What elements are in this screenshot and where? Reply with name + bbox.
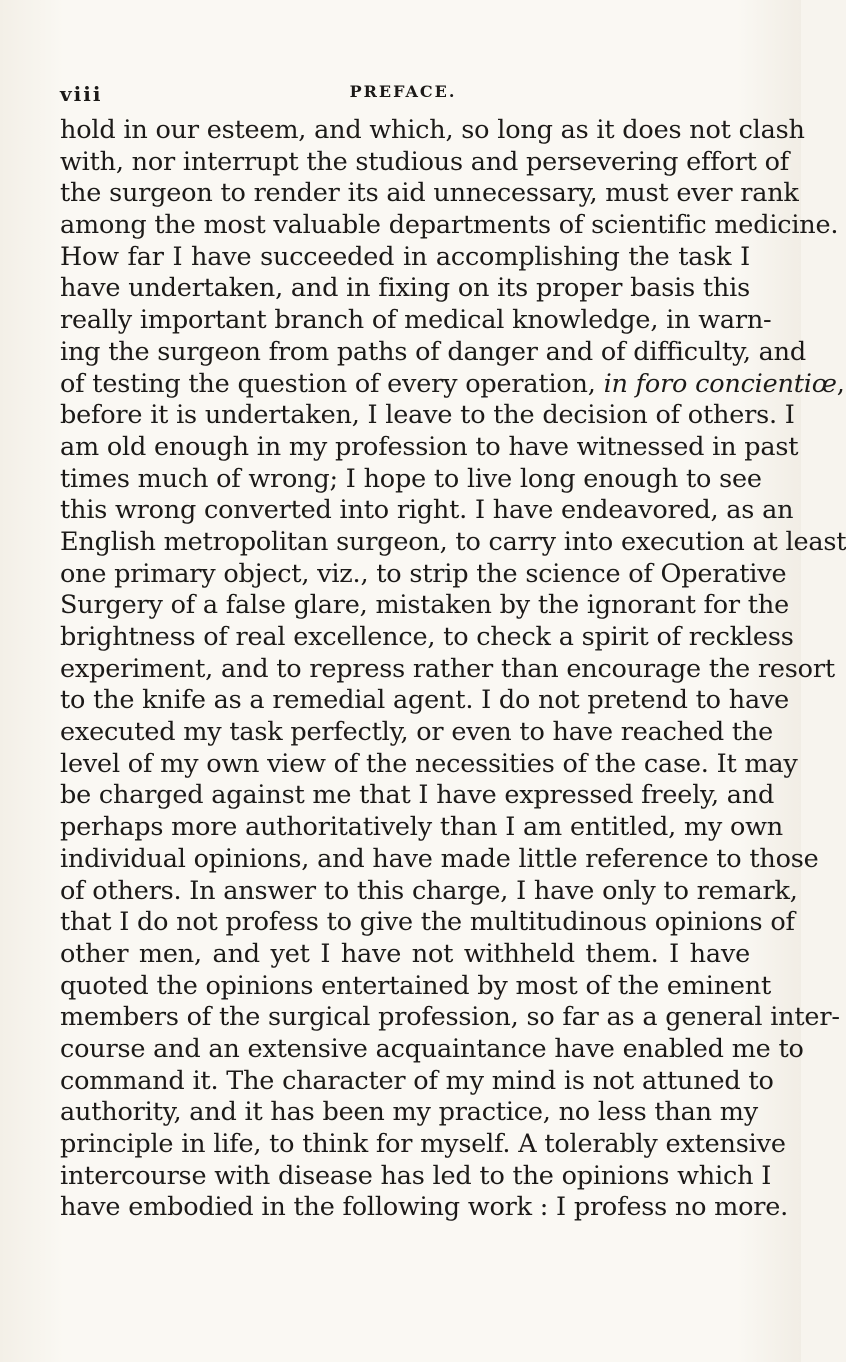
text-line: be charged against me that I have expressed freely, and (60, 780, 775, 811)
text-line: with, nor interrupt the studious and persevering effort of (60, 146, 789, 177)
text-line: authority, and it has been my practice, no less than my (60, 1097, 758, 1128)
text-line: members of the surgical profession, so far as a general inter- (60, 1002, 840, 1033)
text-line: that I do not profess to give the multitudinous opinions of (60, 907, 795, 938)
text-line: have embodied in the following work : I profess no more. (60, 1192, 789, 1223)
text-line: the surgeon to render its aid unnecessary, must ever rank (60, 178, 799, 209)
text-line (60, 368, 845, 401)
text-line: quoted the opinions entertained by most of the eminent (60, 970, 772, 1001)
text-line: of others. In answer to this charge, I have only to remark, (60, 875, 798, 906)
text-line: course and an extensive acquaintance have enabled me to (60, 1033, 804, 1064)
text-line: executed my task perfectly, or even to have reached the (60, 717, 774, 748)
text-line: really important branch of medical knowledge, in warn- (60, 305, 772, 336)
text-line: am old enough in my profession to have witnessed in past (60, 431, 799, 462)
text-line: How far I have succeeded in accomplishing the task I (60, 241, 750, 272)
text-line: ing the surgeon from paths of danger and of difficulty, and (60, 336, 807, 367)
text-line: to the knife as a remedial agent. I do not pretend to have (60, 685, 790, 716)
text-line: one primary object, viz., to strip the science of Operative (60, 558, 787, 589)
text-line: before it is undertaken, I leave to the decision of others. I (60, 400, 795, 431)
text-line: perhaps more authoritatively than I am entitled, my own (60, 812, 783, 843)
text-line: level of my own view of the necessities of the case. It may (60, 748, 798, 779)
text-line: command it. The character of my mind is not attuned to (60, 1065, 774, 1096)
page-number: viii (60, 82, 103, 106)
text-line: individual opinions, and have made little reference to those (60, 843, 819, 874)
text-line: experiment, and to repress rather than encourage the resort (60, 653, 835, 684)
running-head (60, 82, 746, 108)
text-line: hold in our esteem, and which, so long as it does not clash (60, 115, 805, 145)
text-line: among the most valuable departments of scientific medicine. (60, 210, 839, 241)
text-line: this wrong converted into right. I have endeavored, as an (60, 495, 794, 526)
text-line: brightness of real excellence, to check a spirit of reckless (60, 622, 794, 652)
body-text (60, 115, 846, 1224)
text-segment: of testing the question of every operation, (60, 368, 604, 399)
text-segment: , (836, 368, 845, 399)
italic-latin-phrase: in foro concientiœ (603, 368, 837, 399)
text-line: Surgery of a false glare, mistaken by the ignorant for the (60, 590, 789, 621)
text-line: have undertaken, and in fixing on its proper basis this (60, 273, 750, 304)
text-line: principle in life, to think for myself. A tolerably extensive (60, 1129, 786, 1159)
text-line: times much of wrong; I hope to live long enough to see (60, 463, 762, 494)
running-title: PREFACE. (349, 82, 457, 101)
text-line: English metropolitan surgeon, to carry into execution at least (60, 526, 846, 557)
text-line: other men, and yet I have not withheld them. I have (60, 938, 750, 969)
text-line: intercourse with disease has led to the opinions which I (60, 1160, 772, 1191)
